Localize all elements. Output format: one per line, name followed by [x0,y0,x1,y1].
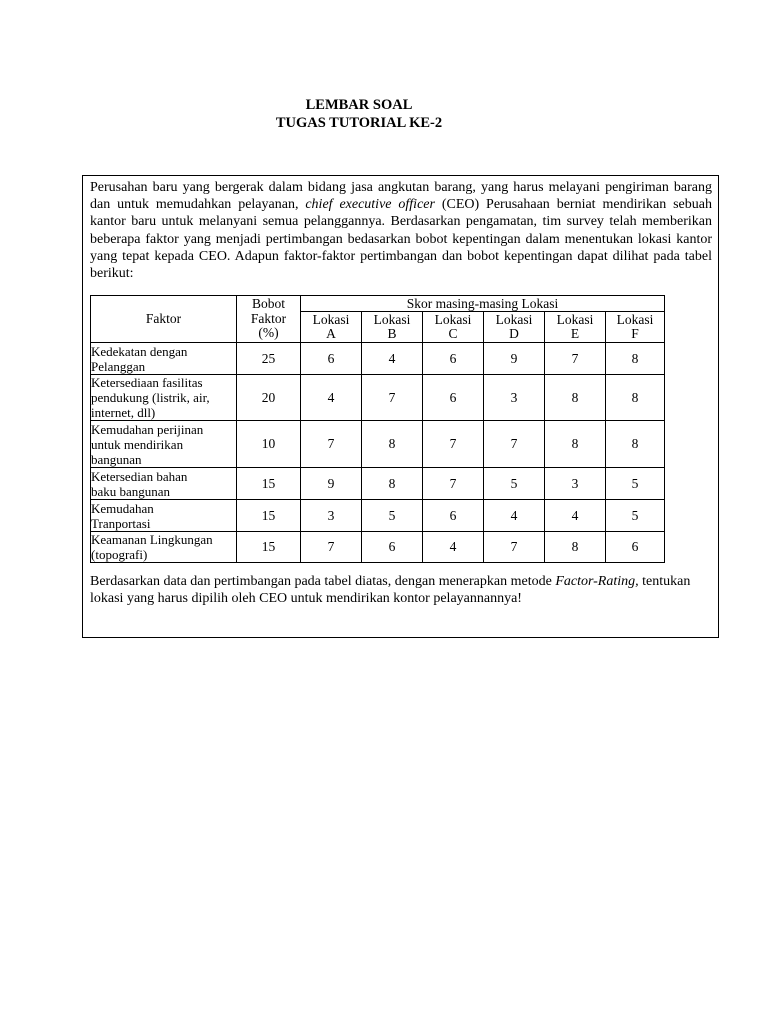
header-lokasi-letter: F [631,326,639,341]
outro-text-start: Berdasarkan data dan pertimbangan pada tabel diatas, dengan menerapkan metode [90,574,556,589]
faktor-line: bangunan [91,451,142,467]
score-cell: 4 [545,500,606,532]
faktor-line: Keamanan Lingkungan [91,532,213,547]
outro-italic-term: Factor-Rating, [555,574,639,589]
score-cell: 3 [545,468,606,500]
score-cell: 6 [301,343,362,375]
score-cell: 6 [606,532,665,563]
factor-table [90,295,665,563]
header-lokasi-c [423,312,484,343]
score-cell: 8 [606,421,665,468]
faktor-cell [91,421,237,468]
header-lokasi-a [301,312,362,343]
faktor-line: Kemudahan [91,500,154,516]
faktor-cell [91,375,237,421]
intro-paragraph [90,179,712,282]
faktor-line: internet, dll) [91,405,156,420]
header-lokasi-f [606,312,665,343]
faktor-cell [91,468,237,500]
score-cell: 6 [423,375,484,421]
bobot-cell: 15 [237,500,301,532]
table-header-row-1 [91,296,665,312]
score-cell: 7 [484,532,545,563]
score-cell: 4 [423,532,484,563]
header-lokasi-e [545,312,606,343]
faktor-line: pendukung (listrik, air, [91,390,210,405]
score-cell: 9 [484,343,545,375]
score-cell: 7 [423,421,484,468]
score-cell: 8 [545,532,606,563]
header-lokasi-word: Lokasi [373,311,411,327]
faktor-cell [91,500,237,532]
score-cell: 7 [423,468,484,500]
header-lokasi-letter: E [570,326,580,341]
header-lokasi-word: Lokasi [312,311,350,327]
score-cell: 8 [362,421,423,468]
faktor-cell [91,532,237,563]
title-line-1: LEMBAR SOAL [305,97,413,113]
score-cell: 5 [606,468,665,500]
faktor-line: (topografi) [91,547,148,562]
table-row [91,468,665,500]
score-cell: 8 [362,468,423,500]
header-skor: Skor masing-masing Lokasi [301,296,665,312]
faktor-line: Pelanggan [91,358,146,374]
faktor-line: Ketersediaan fasilitas [91,375,203,390]
header-lokasi-word: Lokasi [616,311,654,327]
header-bobot-line-3: (%) [258,325,279,341]
header-bobot-line-1: Bobot [251,296,285,312]
score-cell: 4 [301,375,362,421]
intro-italic-term: chief executive officer [305,197,435,213]
score-cell: 7 [301,532,362,563]
faktor-line: Kemudahan perijinan [91,421,204,437]
faktor-line: untuk mendirikan [91,436,184,452]
header-lokasi-letter: D [509,326,519,341]
header-lokasi-letter: A [326,326,336,341]
faktor-cell [91,343,237,375]
header-faktor: Faktor [91,296,237,343]
header-lokasi-letter: C [448,326,458,341]
bobot-cell: 10 [237,421,301,468]
score-cell: 7 [362,375,423,421]
header-lokasi-word: Lokasi [495,311,533,327]
score-cell: 5 [484,468,545,500]
title-line-2: TUGAS TUTORIAL KE-2 [275,115,443,131]
score-cell: 9 [301,468,362,500]
score-cell: 6 [362,532,423,563]
table-row [91,375,665,421]
score-cell: 7 [545,343,606,375]
table-row [91,343,665,375]
score-cell: 5 [606,500,665,532]
bobot-cell: 15 [237,468,301,500]
score-cell: 6 [423,500,484,532]
table-row [91,532,665,563]
score-cell: 8 [545,421,606,468]
score-cell: 8 [606,375,665,421]
faktor-line: Ketersedian bahan [91,468,188,484]
score-cell: 8 [606,343,665,375]
faktor-line: Kedekatan dengan [91,343,188,359]
score-cell: 6 [423,343,484,375]
score-cell: 3 [484,375,545,421]
score-cell: 7 [301,421,362,468]
score-cell: 8 [545,375,606,421]
bobot-cell: 20 [237,375,301,421]
header-bobot-line-2: Faktor [250,310,287,326]
outro-text-end: tentukan lokasi yang harus dipilih oleh CEO untuk mendirikan kontor pelayannannya! [90,574,691,607]
header-lokasi-word: Lokasi [556,311,594,327]
faktor-line: baku bangunan [91,483,171,499]
question-box [82,175,719,638]
question-paragraph [90,573,712,607]
score-cell: 4 [484,500,545,532]
bobot-cell: 15 [237,532,301,563]
score-cell: 3 [301,500,362,532]
score-cell: 5 [362,500,423,532]
header-lokasi-b [362,312,423,343]
header-bobot [237,296,301,343]
intro-text-start: Perusahan baru yang bergerak dalam bidang jasa angkutan barang, yang harus melayani pengiriman barang dan untuk memudahkan pelayanan, [90,180,712,213]
table-row [91,500,665,532]
document-title [0,96,768,132]
faktor-line: Tranportasi [91,515,151,531]
bobot-cell: 25 [237,343,301,375]
score-cell: 4 [362,343,423,375]
header-lokasi-letter: B [387,326,397,341]
header-lokasi-d [484,312,545,343]
intro-text-end: (CEO) Perusahaan berniat mendirikan sebuah kantor baru untuk melanyani semua pelanggannya. Berdasarkan pengamatan, tim survey telah memberikan beberapa faktor yang menjadi pertimbangan bedasarkan bobot kepentingan dalam menentukan lokasi kantor yang tepat kepada CEO. Adapun faktor-faktor pertimbangan dan bobot kepentingan dapat dilihat pada tabel berikut: [90,197,712,282]
header-lokasi-word: Lokasi [434,311,472,327]
table-row [91,421,665,468]
score-cell: 7 [484,421,545,468]
